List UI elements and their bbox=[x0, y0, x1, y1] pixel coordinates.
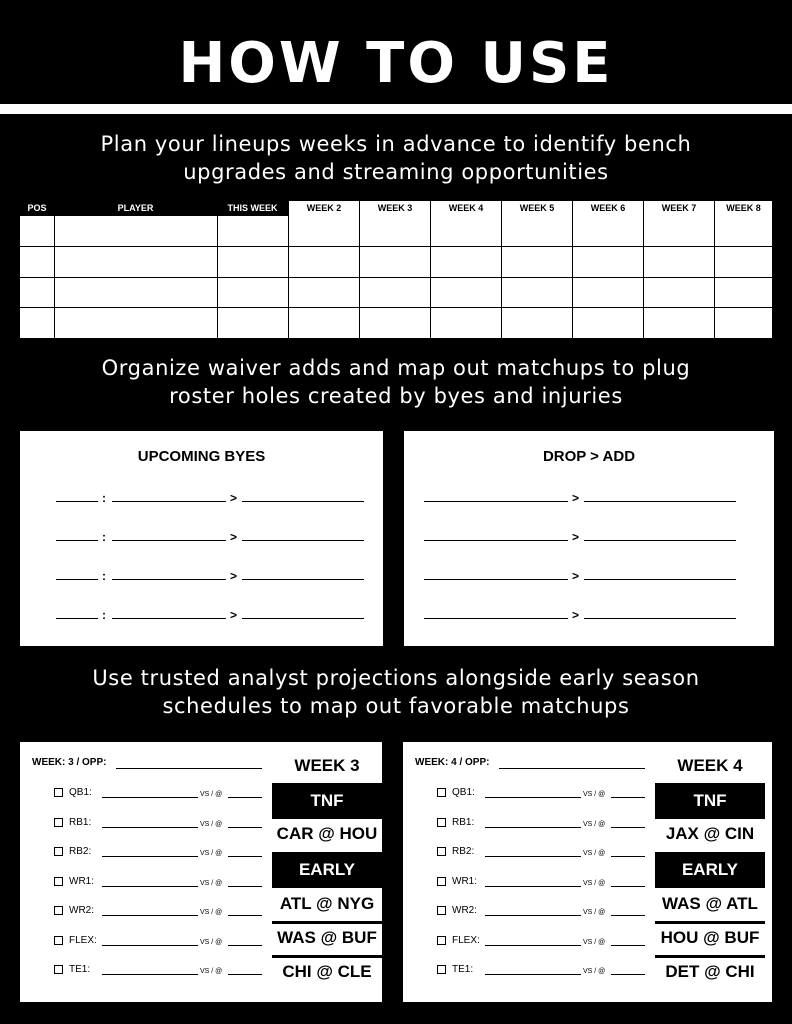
slot-label: RB2: bbox=[69, 846, 92, 857]
drop-player-blank[interactable] bbox=[424, 540, 568, 541]
planner-cell[interactable] bbox=[217, 278, 288, 308]
vs-at-label: VS / @ bbox=[583, 820, 606, 828]
arrow-separator: > bbox=[572, 491, 580, 505]
slot-opponent-blank[interactable] bbox=[228, 886, 262, 887]
bye-replacement-blank[interactable] bbox=[242, 618, 364, 619]
week-opp-label: WEEK: 4 / OPP: bbox=[415, 757, 490, 768]
planner-cell[interactable] bbox=[217, 216, 288, 246]
arrow-separator: > bbox=[230, 530, 238, 544]
opponent-blank[interactable] bbox=[116, 768, 262, 769]
lineup-slot bbox=[437, 964, 473, 975]
slot-checkbox[interactable] bbox=[437, 906, 446, 915]
slot-checkbox[interactable] bbox=[437, 936, 446, 945]
game-divider bbox=[655, 921, 765, 924]
slot-opponent-blank[interactable] bbox=[611, 974, 645, 975]
planner-cell[interactable] bbox=[643, 308, 714, 338]
arrow-separator: > bbox=[230, 608, 238, 622]
planner-header-week-6: WEEK 6 bbox=[572, 201, 643, 216]
slot-opponent-blank[interactable] bbox=[611, 886, 645, 887]
add-player-blank[interactable] bbox=[584, 618, 736, 619]
slot-checkbox[interactable] bbox=[437, 877, 446, 886]
planner-cell[interactable] bbox=[20, 247, 54, 277]
planner-cell[interactable] bbox=[572, 308, 643, 338]
lineup-slot bbox=[54, 817, 91, 828]
slot-player-blank[interactable] bbox=[485, 886, 581, 887]
planner-cell[interactable] bbox=[501, 278, 572, 308]
planner-cell[interactable] bbox=[288, 247, 359, 277]
slot-player-blank[interactable] bbox=[102, 827, 198, 828]
slot-player-blank[interactable] bbox=[485, 856, 581, 857]
slot-checkbox[interactable] bbox=[54, 936, 63, 945]
bye-player-blank[interactable] bbox=[112, 579, 226, 580]
slot-checkbox[interactable] bbox=[437, 788, 446, 797]
planner-cell[interactable] bbox=[714, 247, 772, 277]
slot-label: WR2: bbox=[452, 905, 477, 916]
week-3-card bbox=[20, 742, 382, 1002]
early-game: DET @ CHI bbox=[665, 962, 755, 981]
slot-opponent-blank[interactable] bbox=[611, 856, 645, 857]
slot-checkbox[interactable] bbox=[54, 847, 63, 856]
game-divider bbox=[272, 955, 382, 958]
bye-player-blank[interactable] bbox=[112, 540, 226, 541]
lineup-slot bbox=[437, 935, 480, 946]
planner-cell[interactable] bbox=[643, 247, 714, 277]
slot-opponent-blank[interactable] bbox=[228, 974, 262, 975]
section3-text bbox=[20, 664, 772, 720]
early-game: HOU @ BUF bbox=[660, 928, 760, 947]
vs-at-label: VS / @ bbox=[200, 850, 223, 857]
planner-header-week-2: WEEK 2 bbox=[288, 201, 359, 216]
slot-checkbox[interactable] bbox=[54, 788, 63, 797]
colon-separator: : bbox=[102, 608, 106, 622]
early-game: CHI @ CLE bbox=[282, 962, 372, 981]
planner-cell[interactable] bbox=[714, 278, 772, 308]
tnf-game: CAR @ HOU bbox=[276, 824, 378, 843]
arrow-separator: > bbox=[572, 608, 580, 622]
lineup-slot bbox=[54, 935, 97, 946]
vs-at-label: VS / @ bbox=[200, 879, 223, 887]
slot-label: TE1: bbox=[69, 964, 91, 975]
slot-label: RB2: bbox=[452, 846, 475, 857]
planner-cell[interactable] bbox=[288, 216, 359, 246]
drop-add-card bbox=[404, 431, 774, 646]
page-title: HOW TO USE bbox=[178, 31, 614, 96]
planner-cell[interactable] bbox=[501, 308, 572, 338]
slot-checkbox[interactable] bbox=[54, 965, 63, 974]
vs-at-label: VS / @ bbox=[583, 968, 606, 975]
slot-label: RB1: bbox=[452, 816, 475, 828]
planner-cell[interactable] bbox=[714, 308, 772, 338]
slot-player-blank[interactable] bbox=[102, 945, 198, 946]
planner-cell[interactable] bbox=[501, 247, 572, 277]
slot-player-blank[interactable] bbox=[102, 915, 198, 916]
planner-cell[interactable] bbox=[359, 247, 430, 277]
slot-opponent-blank[interactable] bbox=[228, 856, 262, 857]
early-game: WAS @ ATL bbox=[662, 894, 758, 913]
slot-player-blank[interactable] bbox=[485, 974, 581, 975]
planner-header-week-5: WEEK 5 bbox=[501, 201, 572, 216]
section2-line1: Organize waiver adds and map out matchups to plug bbox=[101, 356, 691, 380]
colon-separator: : bbox=[102, 569, 106, 583]
slot-opponent-blank[interactable] bbox=[228, 827, 262, 828]
arrow-separator: > bbox=[572, 569, 580, 583]
week-opp-label: WEEK: 3 / OPP: bbox=[32, 757, 107, 768]
lineup-planner-table bbox=[20, 201, 772, 338]
slot-player-blank[interactable] bbox=[102, 856, 198, 857]
planner-cell[interactable] bbox=[359, 278, 430, 308]
planner-header-this-week: THIS WEEK bbox=[217, 201, 288, 216]
slot-checkbox[interactable] bbox=[54, 906, 63, 915]
planner-header-week-8: WEEK 8 bbox=[714, 201, 772, 216]
game-divider bbox=[272, 921, 382, 924]
vs-at-label: VS / @ bbox=[200, 820, 223, 828]
planner-cell[interactable] bbox=[20, 216, 54, 246]
lineup-slot bbox=[437, 846, 474, 857]
planner-header-week-7: WEEK 7 bbox=[643, 201, 714, 216]
section3-line2: schedules to map out favorable matchups bbox=[162, 694, 630, 718]
lineup-slot bbox=[54, 846, 91, 857]
vs-at-label: VS / @ bbox=[583, 938, 606, 946]
slot-player-blank[interactable] bbox=[102, 797, 198, 798]
section2-text bbox=[20, 354, 772, 410]
week-label: WEEK 3 bbox=[294, 756, 360, 775]
lineup-slot bbox=[437, 817, 474, 828]
planner-cell[interactable] bbox=[430, 216, 501, 246]
upcoming-byes-card bbox=[20, 431, 383, 646]
vs-at-label: VS / @ bbox=[200, 938, 223, 946]
slot-label: QB1: bbox=[452, 787, 475, 798]
arrow-separator: > bbox=[572, 530, 580, 544]
bye-week-blank[interactable] bbox=[56, 501, 98, 502]
bye-week-blank[interactable] bbox=[56, 540, 98, 541]
slot-label: TE1: bbox=[452, 964, 474, 975]
section3-line1: Use trusted analyst projections alongside early season bbox=[92, 666, 700, 690]
colon-separator: : bbox=[102, 491, 106, 505]
planner-cell[interactable] bbox=[359, 216, 430, 246]
planner-cell[interactable] bbox=[217, 308, 288, 338]
planner-cell[interactable] bbox=[572, 247, 643, 277]
bye-player-blank[interactable] bbox=[112, 501, 226, 502]
early-label: EARLY bbox=[272, 852, 382, 888]
slot-opponent-blank[interactable] bbox=[228, 915, 262, 916]
lineup-slot bbox=[437, 787, 475, 798]
upcoming-byes-title: UPCOMING BYES bbox=[137, 448, 266, 465]
planner-cell[interactable] bbox=[288, 278, 359, 308]
slot-opponent-blank[interactable] bbox=[228, 797, 262, 798]
slot-player-blank[interactable] bbox=[485, 827, 581, 828]
slot-opponent-blank[interactable] bbox=[611, 797, 645, 798]
lineup-slot bbox=[437, 905, 477, 916]
schedule-column bbox=[272, 742, 382, 1002]
planner-cell[interactable] bbox=[217, 247, 288, 277]
add-player-blank[interactable] bbox=[584, 540, 736, 541]
planner-header-row bbox=[20, 201, 772, 216]
planner-cell[interactable] bbox=[20, 308, 54, 338]
planner-cell[interactable] bbox=[572, 216, 643, 246]
slot-checkbox[interactable] bbox=[54, 818, 63, 827]
slot-player-blank[interactable] bbox=[485, 797, 581, 798]
game-divider bbox=[655, 955, 765, 958]
vs-at-label: VS / @ bbox=[200, 909, 223, 916]
vs-at-label: VS / @ bbox=[200, 791, 223, 798]
vs-at-label: VS / @ bbox=[583, 850, 606, 857]
planner-cell[interactable] bbox=[54, 308, 217, 338]
slot-checkbox[interactable] bbox=[54, 877, 63, 886]
early-game: ATL @ NYG bbox=[279, 894, 375, 913]
planner-header-week-4: WEEK 4 bbox=[430, 201, 501, 216]
tnf-game: JAX @ CIN bbox=[665, 824, 755, 843]
drop-player-blank[interactable] bbox=[424, 579, 568, 580]
arrow-separator: > bbox=[230, 569, 238, 583]
drop-player-blank[interactable] bbox=[424, 501, 568, 502]
slot-player-blank[interactable] bbox=[485, 915, 581, 916]
planner-row bbox=[20, 216, 772, 246]
section1-line1: Plan your lineups weeks in advance to identify bench bbox=[100, 132, 692, 156]
section1-text bbox=[20, 130, 772, 186]
slot-player-blank[interactable] bbox=[485, 945, 581, 946]
week-4-card bbox=[403, 742, 772, 1002]
planner-cell[interactable] bbox=[714, 216, 772, 246]
slot-opponent-blank[interactable] bbox=[611, 827, 645, 828]
slot-player-blank[interactable] bbox=[102, 886, 198, 887]
planner-cell[interactable] bbox=[54, 247, 217, 277]
section1-line2: upgrades and streaming opportunities bbox=[183, 160, 609, 184]
slot-checkbox[interactable] bbox=[437, 818, 446, 827]
planner-row bbox=[20, 246, 772, 277]
lineup-slot bbox=[54, 876, 94, 887]
slot-label: RB1: bbox=[69, 816, 92, 828]
planner-cell[interactable] bbox=[430, 308, 501, 338]
week-label: WEEK 4 bbox=[677, 756, 743, 775]
bye-week-blank[interactable] bbox=[56, 579, 98, 580]
vs-at-label: VS / @ bbox=[583, 909, 606, 916]
slot-label: WR2: bbox=[69, 905, 94, 916]
planner-row bbox=[20, 307, 772, 338]
planner-cell[interactable] bbox=[501, 216, 572, 246]
section2-line2: roster holes created by byes and injuries bbox=[169, 384, 623, 408]
lineup-slot bbox=[437, 876, 477, 887]
planner-cell[interactable] bbox=[572, 278, 643, 308]
tnf-label: TNF bbox=[272, 783, 382, 819]
planner-cell[interactable] bbox=[54, 278, 217, 308]
bye-week-blank[interactable] bbox=[56, 618, 98, 619]
colon-separator: : bbox=[102, 530, 106, 544]
slot-label: WR1: bbox=[452, 875, 477, 887]
drop-add-title: DROP > ADD bbox=[542, 448, 636, 465]
tnf-label: TNF bbox=[655, 783, 765, 819]
lineup-slot bbox=[54, 905, 94, 916]
planner-cell[interactable] bbox=[288, 308, 359, 338]
slot-checkbox[interactable] bbox=[437, 965, 446, 974]
slot-label: QB1: bbox=[69, 787, 92, 798]
planner-header-pos: POS bbox=[20, 201, 54, 216]
early-game: WAS @ BUF bbox=[277, 928, 377, 947]
bye-replacement-blank[interactable] bbox=[242, 540, 364, 541]
bye-player-blank[interactable] bbox=[112, 618, 226, 619]
add-player-blank[interactable] bbox=[584, 501, 736, 502]
slot-checkbox[interactable] bbox=[437, 847, 446, 856]
slot-label: WR1: bbox=[69, 875, 94, 887]
planner-cell[interactable] bbox=[359, 308, 430, 338]
planner-row bbox=[20, 277, 772, 308]
lineup-slot bbox=[54, 787, 92, 798]
bye-replacement-blank[interactable] bbox=[242, 501, 364, 502]
slot-label: FLEX: bbox=[69, 934, 97, 946]
opponent-blank[interactable] bbox=[499, 768, 645, 769]
title-divider bbox=[0, 104, 792, 114]
lineup-slot bbox=[54, 964, 90, 975]
slot-opponent-blank[interactable] bbox=[228, 945, 262, 946]
planner-header-player: PLAYER bbox=[54, 201, 217, 216]
planner-cell[interactable] bbox=[20, 278, 54, 308]
planner-header-week-3: WEEK 3 bbox=[359, 201, 430, 216]
planner-cell[interactable] bbox=[643, 278, 714, 308]
planner-cell[interactable] bbox=[430, 247, 501, 277]
planner-cell[interactable] bbox=[54, 216, 217, 246]
planner-cell[interactable] bbox=[430, 278, 501, 308]
slot-player-blank[interactable] bbox=[102, 974, 198, 975]
drop-player-blank[interactable] bbox=[424, 618, 568, 619]
arrow-separator: > bbox=[230, 491, 238, 505]
bye-replacement-blank[interactable] bbox=[242, 579, 364, 580]
slot-opponent-blank[interactable] bbox=[611, 945, 645, 946]
planner-cell[interactable] bbox=[643, 216, 714, 246]
add-player-blank[interactable] bbox=[584, 579, 736, 580]
early-label: EARLY bbox=[655, 852, 765, 888]
schedule-column bbox=[655, 742, 765, 1002]
planner-body bbox=[20, 216, 772, 338]
vs-at-label: VS / @ bbox=[583, 879, 606, 887]
slot-opponent-blank[interactable] bbox=[611, 915, 645, 916]
vs-at-label: VS / @ bbox=[200, 968, 223, 975]
vs-at-label: VS / @ bbox=[583, 791, 606, 798]
slot-label: FLEX: bbox=[452, 934, 480, 946]
